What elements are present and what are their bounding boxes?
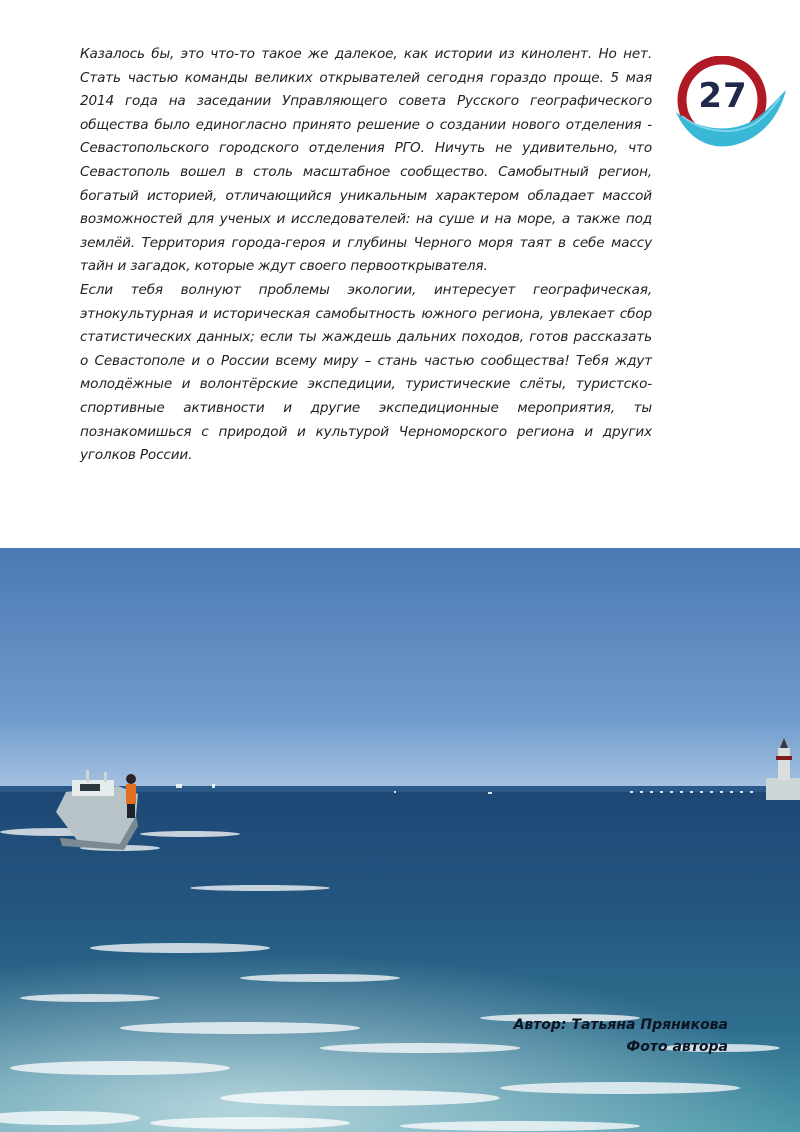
- photo-author: Автор: Татьяна Пряникова: [513, 1017, 728, 1033]
- article-paragraph-1: Казалось бы, это что-то такое же далекое, как истории из кинолент. Но нет. Стать частью команды великих открывателей сегодня гораздо проще. 5 мая 2014 года на заседании Управляющего совета Русского географического общества было единогласно принято решение о создании нового отделения - Севастопольского городского отделения РГО. Ничуть не удивительно, что Севастополь вошел в столь масштабное сообщество. Самобытный регион, богатый историей, отличающийся уникальным характером обладает массой возможностей для ученых и исследователей: на суше и на море, а также под землёй. Территория города-героя и глубины Черного моря таят в себе массу тайн и загадок, которые ждут своего первооткрывателя.: [80, 46, 652, 275]
- page-number-badge: [668, 56, 790, 158]
- article-text: [80, 43, 652, 468]
- photo-credit: Фото автора: [626, 1039, 728, 1055]
- page-number: 27: [698, 76, 748, 116]
- photo-caption: [513, 1014, 728, 1058]
- article-paragraph-2: Если тебя волнуют проблемы экологии, интересует географическая, этнокультурная и историческая самобытность южного региона, увлекает сбор статистических данных; если ты жаждешь дальних походов, готов рассказать о Севастополе и о России всему миру – стань частью сообщества! Тебя ждут молодёжные и волонтёрские экспедиции, туристические слёты, туристско- спортивные активности и другие экспедиционные мероприятия, ты познакомишься с природой и культурой Черноморского региона и других уголков России.: [80, 281, 652, 464]
